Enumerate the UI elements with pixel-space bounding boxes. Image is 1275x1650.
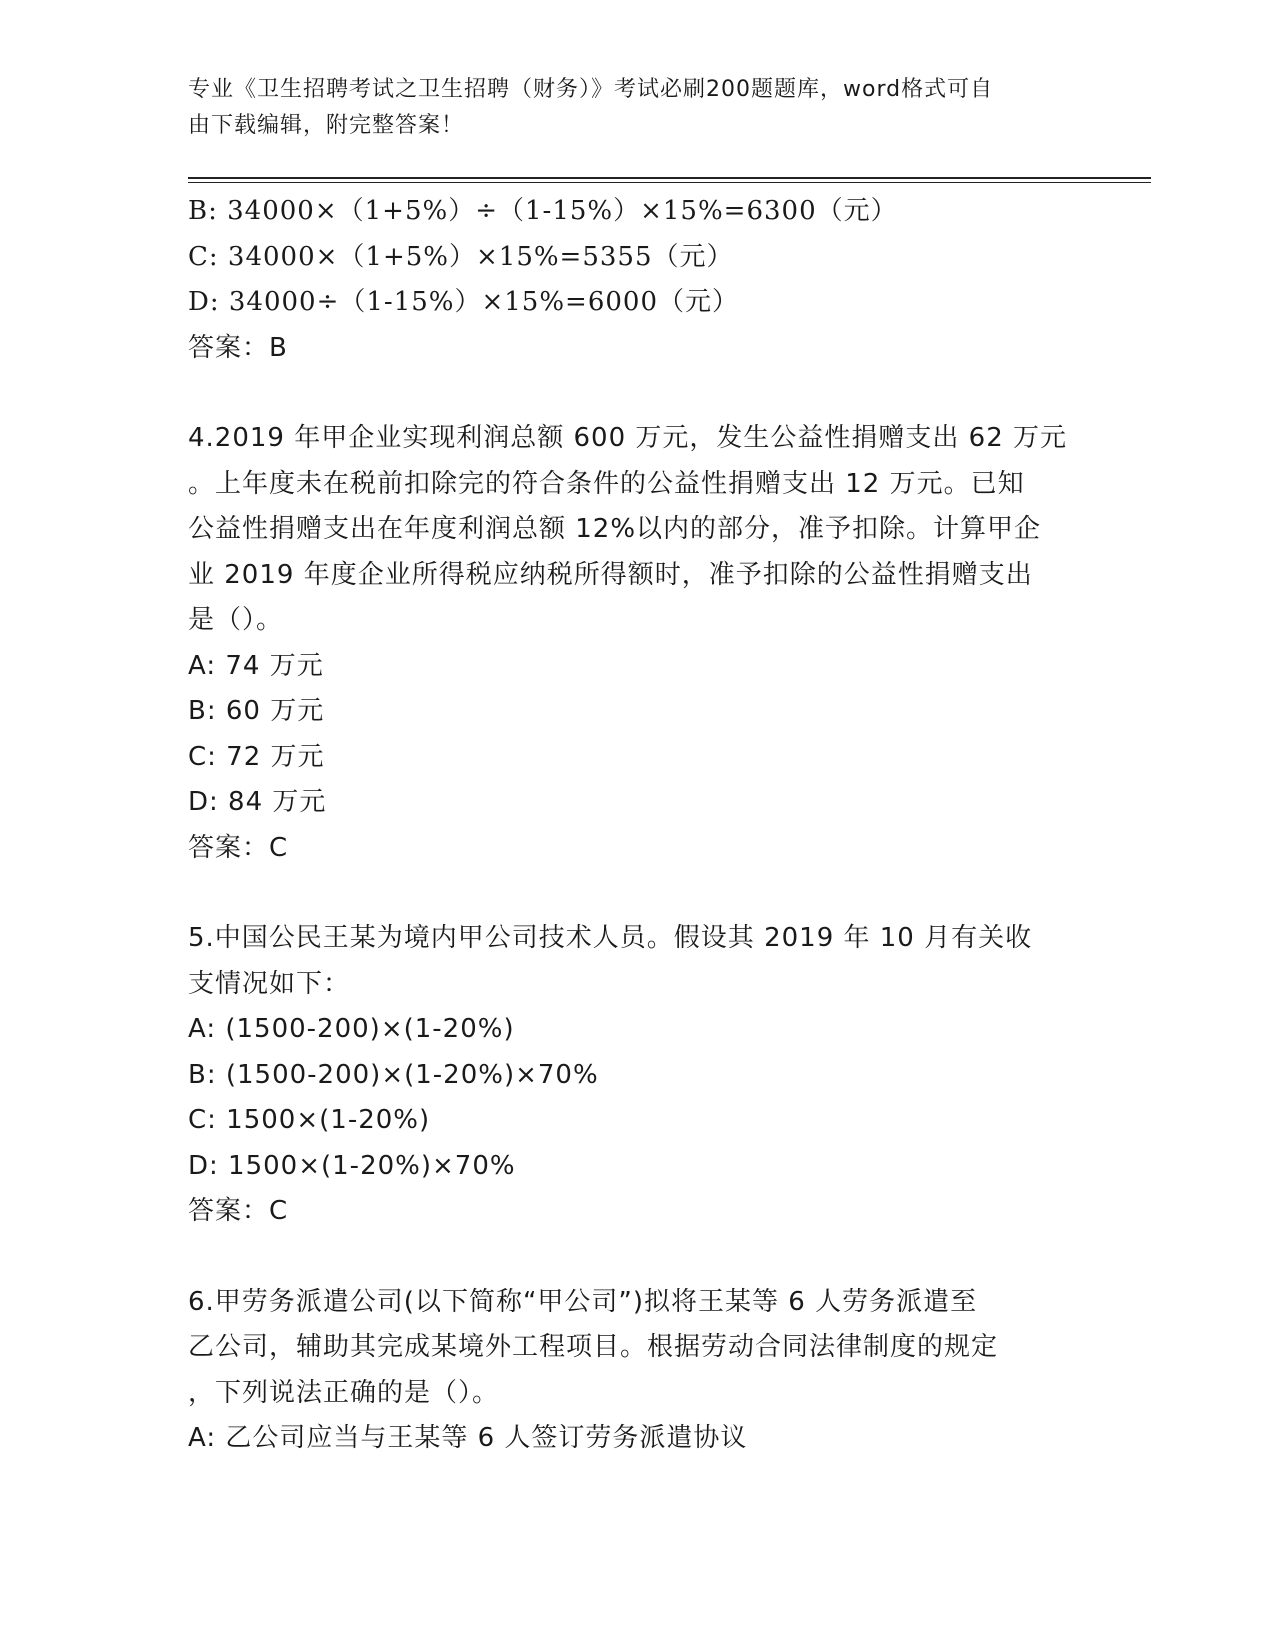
q3-option-c: C: 34000×（1+5%）×15%=5355（元） <box>188 241 734 272</box>
q4-stem-line-5: 是（）。 <box>188 605 284 635</box>
header-rule-thin <box>188 182 1151 183</box>
header-rule-thick <box>188 177 1151 179</box>
q4-stem-line-2: 。上年度未在税前扣除完的符合条件的公益性捐赠支出 12 万元。已知 <box>188 468 1025 499</box>
header-line-1: 专业《卫生招聘考试之卫生招聘（财务）》考试必刷200题题库，word格式可自 <box>188 77 994 102</box>
q3-option-b: B: 34000×（1+5%）÷（1-15%）×15%=6300（元） <box>188 196 898 226</box>
q6-option-a: A: 乙公司应当与王某等 6 人签订劳务派遣协议 <box>188 1423 748 1453</box>
q5-stem-line-2: 支情况如下： <box>188 968 351 999</box>
q3-option-d: D: 34000÷（1-15%）×15%=6000（元） <box>188 287 740 317</box>
q5-option-c: C: 1500×(1-20%) <box>188 1105 431 1135</box>
q4-answer: 答案：C <box>188 832 289 863</box>
q4-stem-line-4: 业 2019 年度企业所得税应纳税所得额时，准予扣除的公益性捐赠支出 <box>188 559 1033 590</box>
q6-stem-line-1: 6.甲劳务派遣公司(以下简称“甲公司”)拟将王某等 6 人劳务派遣至 <box>188 1286 978 1317</box>
header-line-2: 由下载编辑，附完整答案！ <box>188 113 465 138</box>
q4-option-d: D: 84 万元 <box>188 787 327 817</box>
q6-stem-line-3: ，下列说法正确的是（）。 <box>188 1377 500 1408</box>
page-header <box>188 72 1068 144</box>
q4-option-a: A: 74 万元 <box>188 650 324 681</box>
question-content <box>188 189 1088 1462</box>
q4-stem-line-3: 公益性捐赠支出在年度利润总额 12%以内的部分，准予扣除。计算甲企 <box>188 514 1042 544</box>
q5-stem-line-1: 5.中国公民王某为境内甲公司技术人员。假设其 2019 年 10 月有关收 <box>188 923 1033 953</box>
q4-option-c: C: 72 万元 <box>188 741 325 772</box>
q4-option-b: B: 60 万元 <box>188 696 325 726</box>
q3-answer: 答案：B <box>188 332 288 363</box>
q4-stem-line-1: 4.2019 年甲企业实现利润总额 600 万元，发生公益性捐赠支出 62 万元 <box>188 423 1068 453</box>
q5-option-d: D: 1500×(1-20%)×70% <box>188 1150 516 1181</box>
q5-option-b: B: (1500-200)×(1-20%)×70% <box>188 1059 599 1090</box>
q5-option-a: A: (1500-200)×(1-20%) <box>188 1014 515 1044</box>
q5-answer: 答案：C <box>188 1196 289 1226</box>
q6-stem-line-2: 乙公司，辅助其完成某境外工程项目。根据劳动合同法律制度的规定 <box>188 1332 999 1362</box>
